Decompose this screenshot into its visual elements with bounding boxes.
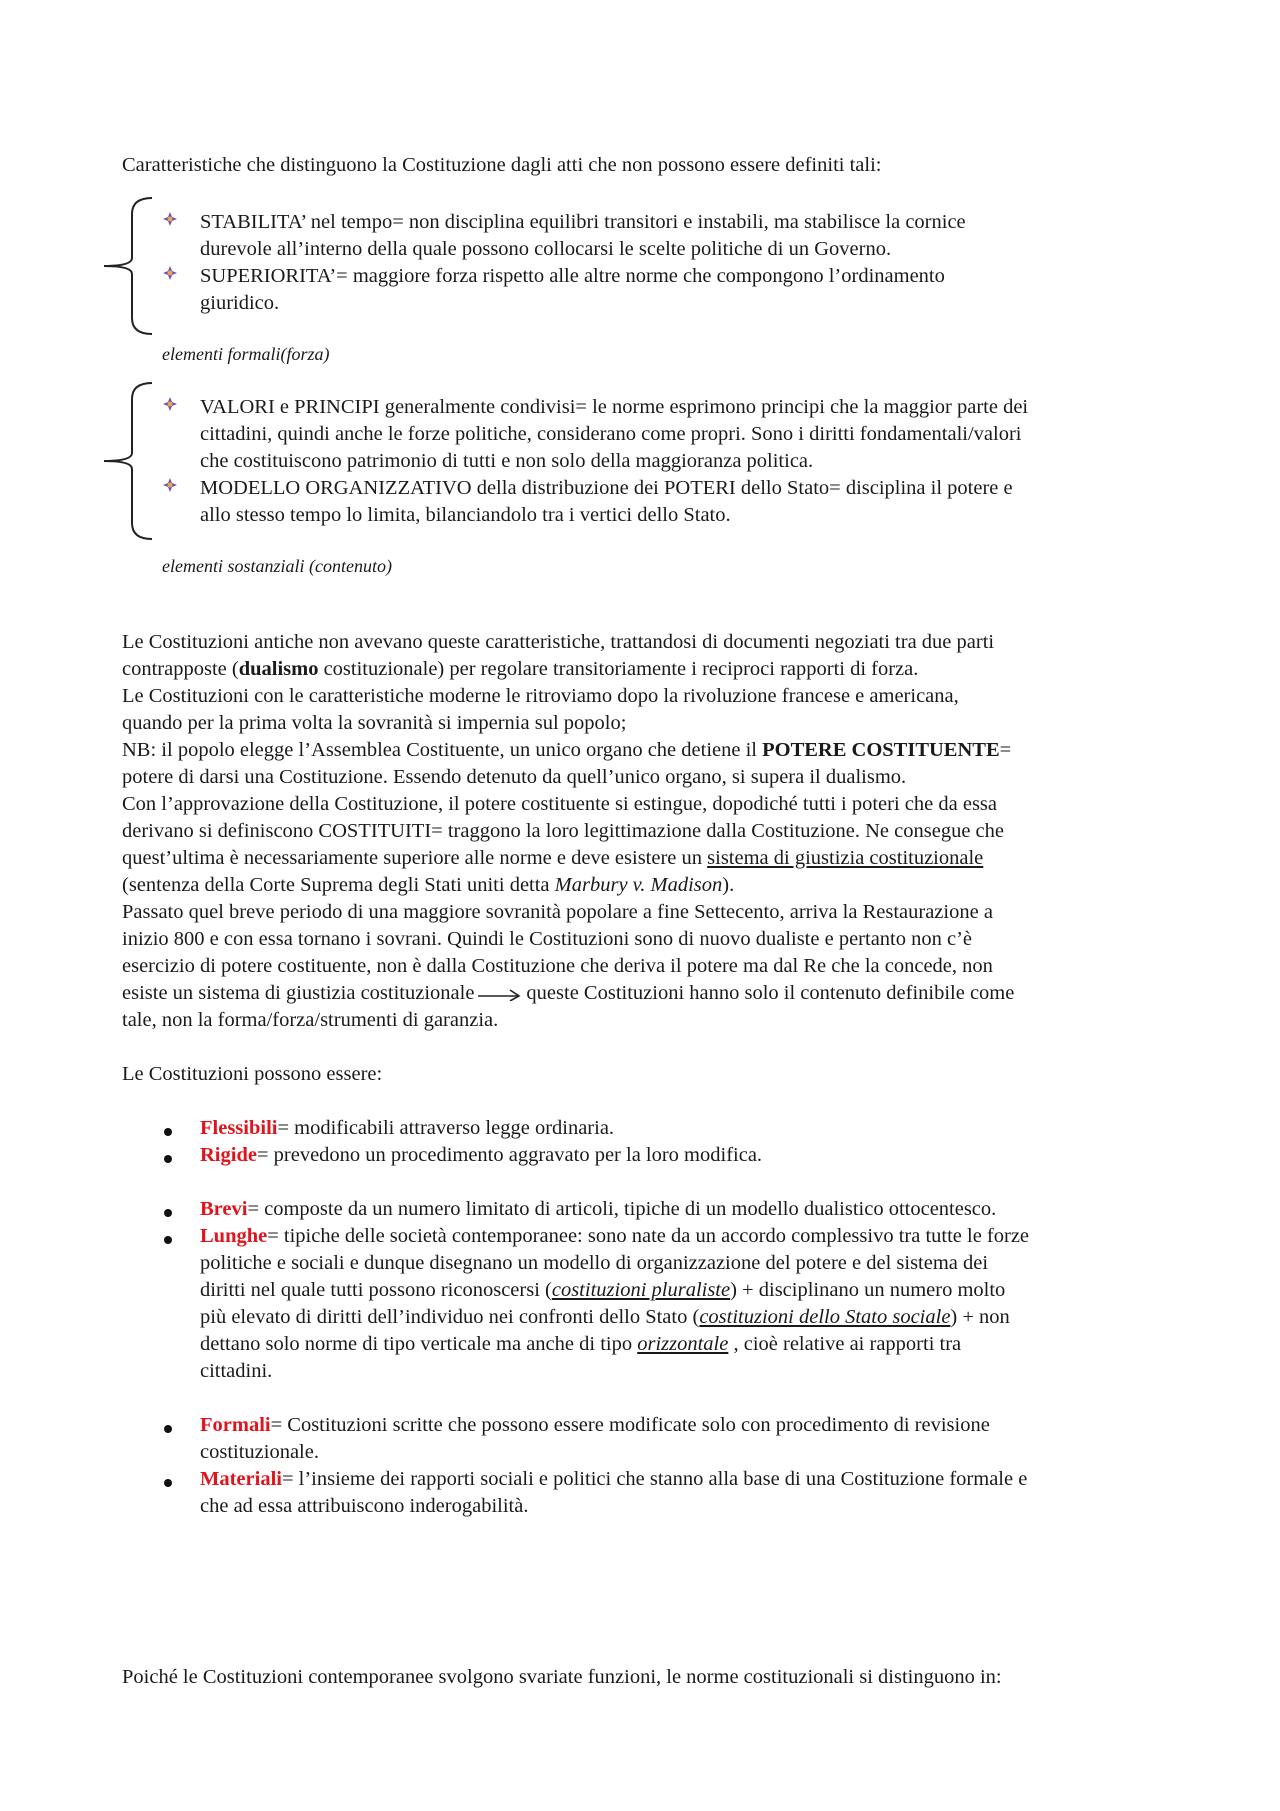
body-line: esercizio di potere costituente, non è dalla Costituzione che deriva il potere ma dal Re che la concede, non xyxy=(122,955,993,977)
body-line: inizio 800 e con essa tornano i sovrani. Quindi le Costituzioni sono di nuovo dualiste e pertanto non c’è xyxy=(122,928,973,950)
formal-item-2-line2: giuridico. xyxy=(200,292,280,314)
substantial-item-1-line1: VALORI e PRINCIPI generalmente condivisi= le norme esprimono principi che la maggior parte dei xyxy=(200,396,1029,418)
bullet-dot xyxy=(164,1425,172,1433)
closing-text: Poiché le Costituzioni contemporanee svolgono svariate funzioni, le norme costituzionali si distinguono in: xyxy=(122,1666,1002,1688)
type-lunghe-line: politiche e sociali e dunque disegnano un modello di organizzazione del potere e del sistema dei xyxy=(200,1252,989,1274)
bullet-dot xyxy=(164,1236,172,1244)
type-materiali-line: che ad essa attribuiscono inderogabilità. xyxy=(200,1495,529,1517)
sparkle-bullet-icon xyxy=(163,478,177,492)
bullet-dot xyxy=(164,1479,172,1487)
right-arrow-icon xyxy=(476,987,522,1001)
sparkle-bullet-icon xyxy=(163,397,177,411)
type-lunghe: Lunghe= tipiche delle società contemporanee: sono nate da un accordo complessivo tra tutte le forze xyxy=(200,1225,1030,1247)
substantial-item-1-line2: cittadini, quindi anche le forze politiche, considerano come propri. Sono i diritti fondamentali/valori xyxy=(200,423,1022,445)
type-lunghe-line: dettano solo norme di tipo verticale ma anche di tipo orizzontale , cioè relative ai rapporti tra xyxy=(200,1333,962,1355)
types-heading: Le Costituzioni possono essere: xyxy=(122,1063,383,1085)
body-line: tale, non la forma/forza/strumenti di garanzia. xyxy=(122,1009,499,1031)
type-brevi: Brevi= composte da un numero limitato di articoli, tipiche di un modello dualistico ottocentesco. xyxy=(200,1198,997,1220)
body-line: esiste un sistema di giustizia costituzionale queste Costituzioni hanno solo il contenuto definibile come xyxy=(122,982,1015,1004)
sparkle-bullet-icon xyxy=(163,266,177,280)
type-formali-line: costituzionale. xyxy=(200,1441,319,1463)
formal-caption: elementi formali(forza) xyxy=(162,344,330,364)
body-line: contrapposte (dualismo costituzionale) per regolare transitoriamente i reciproci rapporti di forza. xyxy=(122,658,919,680)
type-lunghe-line: cittadini. xyxy=(200,1360,273,1382)
type-rigide: Rigide= prevedono un procedimento aggravato per la loro modifica. xyxy=(200,1144,763,1166)
left-brace-icon xyxy=(100,381,160,541)
body-line: quest’ultima è necessariamente superiore alle norme e deve esistere un sistema di giustizia costituzionale xyxy=(122,847,984,869)
substantial-item-1-line3: che costituiscono patrimonio di tutti e non solo della maggioranza politica. xyxy=(200,450,814,472)
formal-item-1-line2: durevole all’interno della quale possono collocarsi le scelte politiche di un Governo. xyxy=(200,238,892,260)
formal-item-1-line1: STABILITA’ nel tempo= non disciplina equilibri transitori e instabili, ma stabilisce la cornice xyxy=(200,211,966,233)
body-line: potere di darsi una Costituzione. Essendo detenuto da quell’unico organo, si supera il dualismo. xyxy=(122,766,907,788)
bullet-dot xyxy=(164,1209,172,1217)
intro-text: Caratteristiche che distinguono la Costituzione dagli atti che non possono essere definiti tali: xyxy=(122,154,882,176)
body-line: Passato quel breve periodo di una maggiore sovranità popolare a fine Settecento, arriva la Restaurazione a xyxy=(122,901,993,923)
body-line: (sentenza della Corte Suprema degli Stati uniti detta Marbury v. Madison). xyxy=(122,874,735,896)
body-line: NB: il popolo elegge l’Assemblea Costituente, un unico organo che detiene il POTERE COSTITUENTE= xyxy=(122,739,1012,761)
type-materiali: Materiali= l’insieme dei rapporti sociali e politici che stanno alla base di una Costituzione formale e xyxy=(200,1468,1028,1490)
left-brace-icon xyxy=(100,196,160,336)
type-formali: Formali= Costituzioni scritte che possono essere modificate solo con procedimento di revisione xyxy=(200,1414,990,1436)
formal-item-2-line1: SUPERIORITA’= maggiore forza rispetto alle altre norme che compongono l’ordinamento xyxy=(200,265,945,287)
sparkle-bullet-icon xyxy=(163,212,177,226)
type-lunghe-line: più elevato di diritti dell’individuo nei confronti dello Stato (costituzioni dello Stato sociale) + non xyxy=(200,1306,1010,1328)
body-line: Le Costituzioni con le caratteristiche moderne le ritroviamo dopo la rivoluzione francese e americana, xyxy=(122,685,959,707)
body-line: derivano si definiscono COSTITUITI= traggono la loro legittimazione dalla Costituzione. Ne consegue che xyxy=(122,820,1005,842)
substantial-item-2-line2: allo stesso tempo lo limita, bilanciandolo tra i vertici dello Stato. xyxy=(200,504,731,526)
bullet-dot xyxy=(164,1128,172,1136)
body-line: quando per la prima volta la sovranità si impernia sul popolo; xyxy=(122,712,627,734)
bullet-dot xyxy=(164,1155,172,1163)
type-flessibili: Flessibili= modificabili attraverso legge ordinaria. xyxy=(200,1117,615,1139)
body-line: Le Costituzioni antiche non avevano queste caratteristiche, trattandosi di documenti negoziati tra due parti xyxy=(122,631,995,653)
substantial-caption: elementi sostanziali (contenuto) xyxy=(162,556,392,576)
substantial-item-2-line1: MODELLO ORGANIZZATIVO della distribuzione dei POTERI dello Stato= disciplina il potere e xyxy=(200,477,1013,499)
type-lunghe-line: diritti nel quale tutti possono riconoscersi (costituzioni pluraliste) + disciplinano un numero molto xyxy=(200,1279,1006,1301)
body-line: Con l’approvazione della Costituzione, il potere costituente si estingue, dopodiché tutti i poteri che da essa xyxy=(122,793,998,815)
